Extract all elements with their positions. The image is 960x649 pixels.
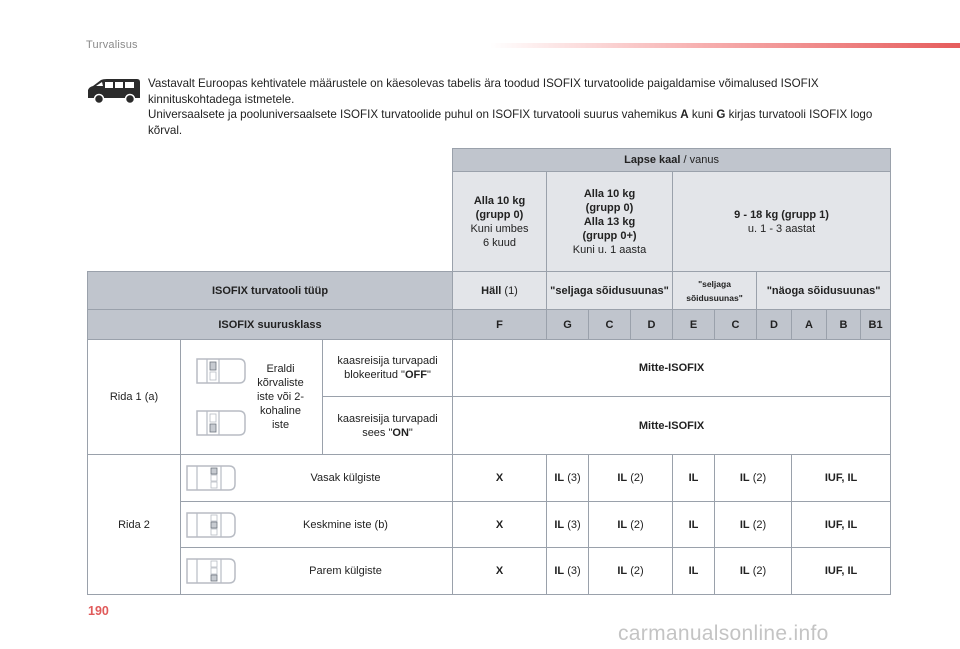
- seat-name: Vasak külgiste: [310, 472, 381, 484]
- size-class: D: [757, 310, 792, 340]
- size-class: A: [792, 310, 827, 340]
- page-number: 190: [88, 604, 109, 618]
- cell-value: IUF, IL: [792, 502, 891, 548]
- group-0plus-header: Alla 10 kg (grupp 0) Alla 13 kg (grupp 0+) Kuni u. 1 aasta: [547, 172, 673, 272]
- group-0-header: Alla 10 kg (grupp 0) Kuni umbes 6 kuud: [453, 172, 547, 272]
- airbag-off-value: Mitte-ISOFIX: [453, 340, 891, 397]
- size-class: B1: [861, 310, 891, 340]
- watermark: carmanualsonline.info: [618, 622, 829, 645]
- cell-value: IL (2): [589, 548, 673, 595]
- rear-seat-icon: [183, 556, 237, 586]
- airbag-off-label: kaasreisija turvapadi blokeeritud "OFF": [323, 340, 453, 397]
- cell-value: IUF, IL: [792, 455, 891, 502]
- intro-line-1: Vastavalt Euroopas kehtivatele määrustele on käesolevas tabelis ära toodud ISOFIX turvatoolide paigaldamise võimalused ISOFIX kinnituskohtadega istmetele.: [148, 77, 819, 106]
- cell-value: IL (2): [589, 455, 673, 502]
- cell-value: X: [453, 502, 547, 548]
- type-rear-facing-1: "seljaga sõidusuunas": [547, 272, 673, 310]
- isofix-size-label: ISOFIX suurusklass: [88, 310, 453, 340]
- cell-value: IL (3): [547, 548, 589, 595]
- cell-value: IL: [673, 455, 715, 502]
- cell-value: IUF, IL: [792, 548, 891, 595]
- row2-seat-cell: [181, 455, 453, 502]
- group-1-header: 9 - 18 kg (grupp 1) u. 1 - 3 aastat: [673, 172, 891, 272]
- seat-name: Keskmine iste (b): [303, 518, 388, 531]
- row2-label: Rida 2: [88, 455, 181, 595]
- intro-text: [148, 76, 888, 138]
- airbag-on-value: Mitte-ISOFIX: [453, 397, 891, 455]
- size-class: E: [673, 310, 715, 340]
- cell-value: IL (2): [715, 548, 792, 595]
- cell-value: IL (3): [547, 502, 589, 548]
- isofix-table: [87, 148, 891, 595]
- van-icon: [85, 76, 143, 106]
- row2-seat-cell: [181, 502, 453, 548]
- header-accent-bar: [490, 43, 960, 48]
- type-forward-facing: "näoga sõidusuunas": [757, 272, 891, 310]
- size-class: C: [589, 310, 631, 340]
- front-seat-icon: [193, 356, 247, 386]
- cell-value: IL (2): [715, 455, 792, 502]
- cell-value: IL (2): [715, 502, 792, 548]
- rear-seat-icon: [183, 463, 237, 493]
- row2-seat-cell: [181, 548, 453, 595]
- cell-value: IL: [673, 548, 715, 595]
- cell-value: IL (2): [589, 502, 673, 548]
- size-class: B: [827, 310, 861, 340]
- cell-value: X: [453, 548, 547, 595]
- size-class: G: [547, 310, 589, 340]
- row1-label: Rida 1 (a): [88, 340, 181, 455]
- airbag-on-label: kaasreisija turvapadi sees "ON": [323, 397, 453, 455]
- cell-value: IL (3): [547, 455, 589, 502]
- rear-seat-icon: [183, 510, 237, 540]
- seat-name: Parem külgiste: [309, 565, 382, 577]
- size-class: F: [453, 310, 547, 340]
- size-class: C: [715, 310, 757, 340]
- size-class: D: [631, 310, 673, 340]
- isofix-type-label: ISOFIX turvatooli tüüp: [88, 272, 453, 310]
- section-title: Turvalisus: [86, 39, 138, 51]
- weight-header: Lapse kaal / vanus: [453, 149, 891, 172]
- type-rear-facing-2: "seljaga sõidusuunas": [673, 272, 757, 310]
- cell-value: IL: [673, 502, 715, 548]
- cell-value: X: [453, 455, 547, 502]
- type-carrycot: Häll (1): [453, 272, 547, 310]
- front-seat-icon: [193, 408, 247, 438]
- intro-line-2: Universaalsete ja pooluniversaalsete ISOFIX turvatoolide puhul on ISOFIX turvatooli suurus vahemikus A kuni G kirjas turvatooli ISOFIX logo kõrval.: [148, 108, 873, 137]
- row1-seat-description: Eraldi kõrvaliste iste või 2-kohaline iste: [256, 363, 305, 431]
- row1-seat-cell: [181, 340, 323, 455]
